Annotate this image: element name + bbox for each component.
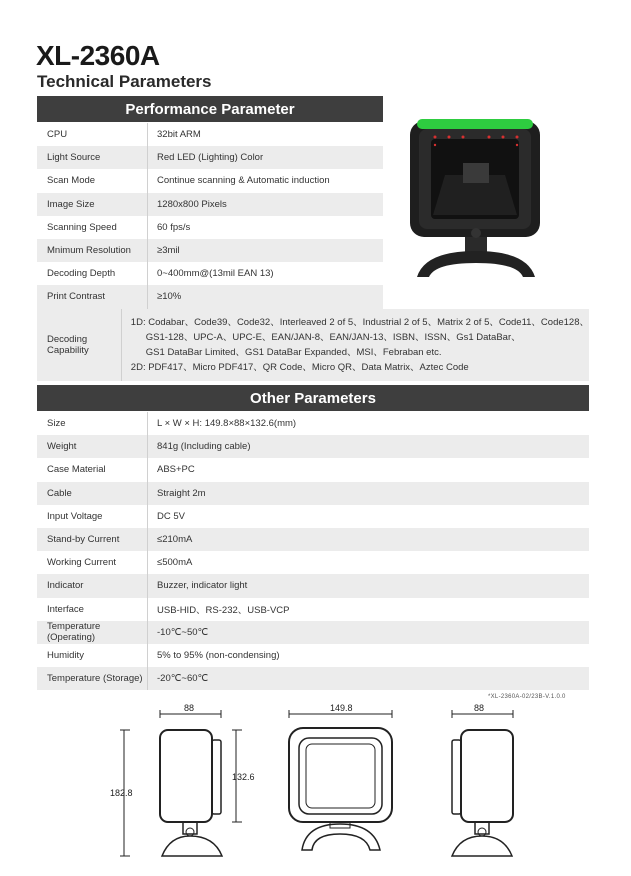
row-value: -10℃~50℃ bbox=[157, 626, 209, 638]
other-row bbox=[37, 528, 589, 551]
decoding-line-3: GS1 DataBar Limited、GS1 DataBar Expanded、MSI、Febraban etc. bbox=[145, 347, 442, 358]
row-value: Continue scanning & Automatic induction bbox=[157, 175, 330, 187]
row-label: Cable bbox=[37, 482, 148, 505]
row-label: Print Contrast bbox=[37, 285, 148, 308]
row-value: 1280x800 Pixels bbox=[157, 198, 227, 210]
other-row bbox=[37, 412, 589, 435]
row-label: Image Size bbox=[37, 193, 148, 216]
decoding-line-1: 1D: Codabar、Code39、Code32、Interleaved 2 of 5、Industrial 2 of 5、Matrix 2 of 5、Code11、Code128、 bbox=[130, 317, 589, 328]
dim-side-width-right-label: 88 bbox=[474, 703, 485, 713]
row-label: Temperature (Operating) bbox=[37, 621, 148, 644]
decoding-line-2: GS1-128、UPC-A、UPC-E、EAN/JAN-8、EAN/JAN-13、ISBN、ISSN、Gs1 DataBar、 bbox=[145, 332, 521, 343]
row-label: Indicator bbox=[37, 574, 148, 597]
row-label: Input Voltage bbox=[37, 505, 148, 528]
dim-front-width-label: 149.8 bbox=[330, 703, 353, 713]
dimension-drawings bbox=[0, 700, 631, 876]
row-value: Red LED (Lighting) Color bbox=[157, 152, 264, 164]
performance-table bbox=[37, 123, 383, 309]
row-value: -20℃~60℃ bbox=[157, 673, 209, 685]
other-row bbox=[37, 458, 589, 481]
performance-row bbox=[37, 169, 383, 192]
performance-row bbox=[37, 285, 383, 308]
row-label: Humidity bbox=[37, 644, 148, 667]
page-subtitle: Technical Parameters bbox=[37, 72, 212, 91]
row-label: Working Current bbox=[37, 551, 148, 574]
row-value: USB-HID、RS-232、USB-VCP bbox=[157, 605, 290, 617]
model-title: XL-2360A bbox=[36, 40, 160, 71]
other-row bbox=[37, 482, 589, 505]
other-section-header bbox=[37, 385, 589, 411]
performance-section-title: Performance Parameter bbox=[125, 100, 295, 118]
row-label: Size bbox=[37, 412, 148, 435]
row-label: Case Material bbox=[37, 458, 148, 481]
other-row bbox=[37, 574, 589, 597]
performance-row bbox=[37, 146, 383, 169]
other-row bbox=[37, 644, 589, 667]
row-label: Stand-by Current bbox=[37, 528, 148, 551]
row-label: Decoding Depth bbox=[37, 262, 148, 285]
other-row bbox=[37, 551, 589, 574]
row-value: ≥10% bbox=[157, 291, 182, 303]
decoding-capability-row bbox=[37, 309, 589, 381]
row-value: ≤500mA bbox=[157, 557, 193, 569]
row-value: 32bit ARM bbox=[157, 129, 201, 141]
dim-body-height-label: 132.6 bbox=[232, 772, 255, 782]
row-value: 5% to 95% (non-condensing) bbox=[157, 649, 280, 661]
other-table bbox=[37, 412, 589, 690]
row-label: Light Source bbox=[37, 146, 148, 169]
row-value: ≥3mil bbox=[157, 245, 180, 257]
other-row bbox=[37, 505, 589, 528]
performance-row bbox=[37, 193, 383, 216]
dim-total-height-label: 182.8 bbox=[110, 788, 133, 798]
row-value: ABS+PC bbox=[157, 464, 195, 476]
row-label: Temperature (Storage) bbox=[37, 667, 148, 690]
row-value: L × W × H: 149.8×88×132.6(mm) bbox=[157, 418, 297, 430]
row-label: CPU bbox=[37, 123, 148, 146]
row-value: ≤210mA bbox=[157, 534, 193, 546]
performance-row bbox=[37, 262, 383, 285]
row-value: 841g (Including cable) bbox=[157, 441, 251, 453]
row-label: Interface bbox=[37, 598, 148, 621]
other-section-title: Other Parameters bbox=[250, 389, 376, 407]
decoding-capability-label: Decoding Capability bbox=[37, 309, 122, 381]
row-label: Weight bbox=[37, 435, 148, 458]
decoding-line-4: 2D: PDF417、Micro PDF417、QR Code、Micro QR、Data Matrix、Aztec Code bbox=[130, 362, 469, 373]
row-value: Straight 2m bbox=[157, 487, 206, 499]
other-row bbox=[37, 667, 589, 690]
performance-row bbox=[37, 239, 383, 262]
performance-row bbox=[37, 123, 383, 146]
scanner-product-image bbox=[405, 115, 550, 285]
performance-section-header bbox=[37, 96, 383, 122]
other-row bbox=[37, 598, 589, 621]
performance-row bbox=[37, 216, 383, 239]
other-row bbox=[37, 435, 589, 458]
row-label: Scan Mode bbox=[37, 169, 148, 192]
version-code: *XL-2360A-02/23B-V.1.0.0 bbox=[488, 694, 566, 700]
row-label: Scanning Speed bbox=[37, 216, 148, 239]
row-label: Mnimum Resolution bbox=[37, 239, 148, 262]
other-row bbox=[37, 621, 589, 644]
row-value: 60 fps/s bbox=[157, 221, 191, 233]
dim-side-width-label: 88 bbox=[184, 703, 195, 713]
row-value: DC 5V bbox=[157, 510, 185, 522]
row-value: Buzzer, indicator light bbox=[157, 580, 248, 592]
row-value: 0~400mm@(13mil EAN 13) bbox=[157, 268, 274, 280]
